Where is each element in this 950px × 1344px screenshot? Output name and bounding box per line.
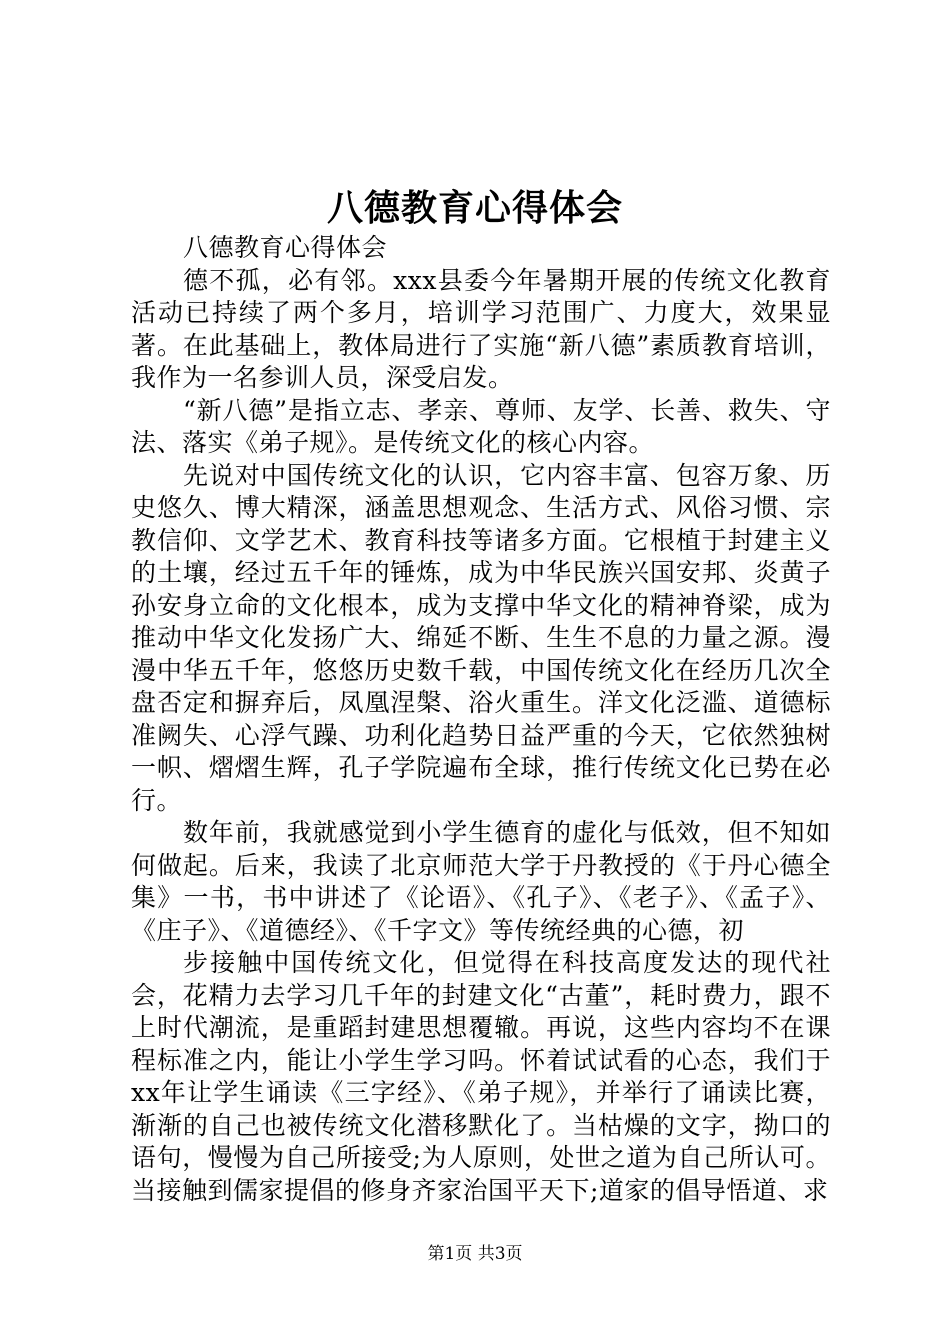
paragraph-subtitle: 八德教育心得体会 [183,233,388,262]
paragraph: 步接触中国传统文化，但觉得在科技高度发达的现代社会，花精力去学习几千年的封建文化“古董”，耗时费力，跟不上时代潮流，是重蹈封建思想覆辙。再说，这些内容均不在课程标准之内，能让小学生学习吗。怀着试试看的心态，我们于xx年让学生诵读《三字经》、《弟子规》，并举行了诵读比赛，渐渐的自己也被传统文化潜移默化了。当枯燥的文字，拗口的语句，慢慢为自己所接受;为人原则，处世之道为自己所认可。当接触到儒家提倡的修身齐家治国平天下;道家的倡导悟道、求 [131,948,831,1205]
document-body [131,232,831,1207]
paragraph: “新八德”是指立志、孝亲、尊师、友学、长善、救失、守法、落实《弟子规》。是传统文化的核心内容。 [131,395,831,457]
paragraph: 德不孤，必有邻。xxx县委今年暑期开展的传统文化教育活动已持续了两个多月，培训学习范围广、力度大，效果显著。在此基础上，教体局进行了实施“新八德”素质教育培训，我作为一名参训人员，深受启发。 [131,265,831,392]
paragraph: 先说对中国传统文化的认识，它内容丰富、包容万象、历史悠久、博大精深，涵盖思想观念、生活方式、风俗习惯、宗教信仰、文学艺术、教育科技等诸多方面。它根植于封建主义的土壤，经过五千年的锤炼，成为中华民族兴国安邦、炎黄子孙安身立命的文化根本，成为支撑中华文化的精神脊梁，成为推动中华文化发扬广大、绵延不断、生生不息的力量之源。漫漫中华五千年，悠悠历史数千载，中国传统文化在经历几次全盘否定和摒弃后，凤凰涅槃、浴火重生。洋文化泛滥、道德标准阙失、心浮气躁、功利化趋势日益严重的今天，它依然独树一帜、熠熠生辉，孔子学院遍布全球，推行传统文化已势在必行。 [131,460,831,815]
page-number-footer: 第1页 共3页 [427,1244,523,1264]
document-title: 八德教育心得体会 [326,187,623,229]
paragraph: 数年前，我就感觉到小学生德育的虚化与低效，但不知如何做起。后来，我读了北京师范大学于丹教授的《于丹心德全集》一书，书中讲述了《论语》、《孔子》、《老子》、《孟子》、《庄子》、《道德经》、《千字文》等传统经典的心德，初 [131,818,831,945]
